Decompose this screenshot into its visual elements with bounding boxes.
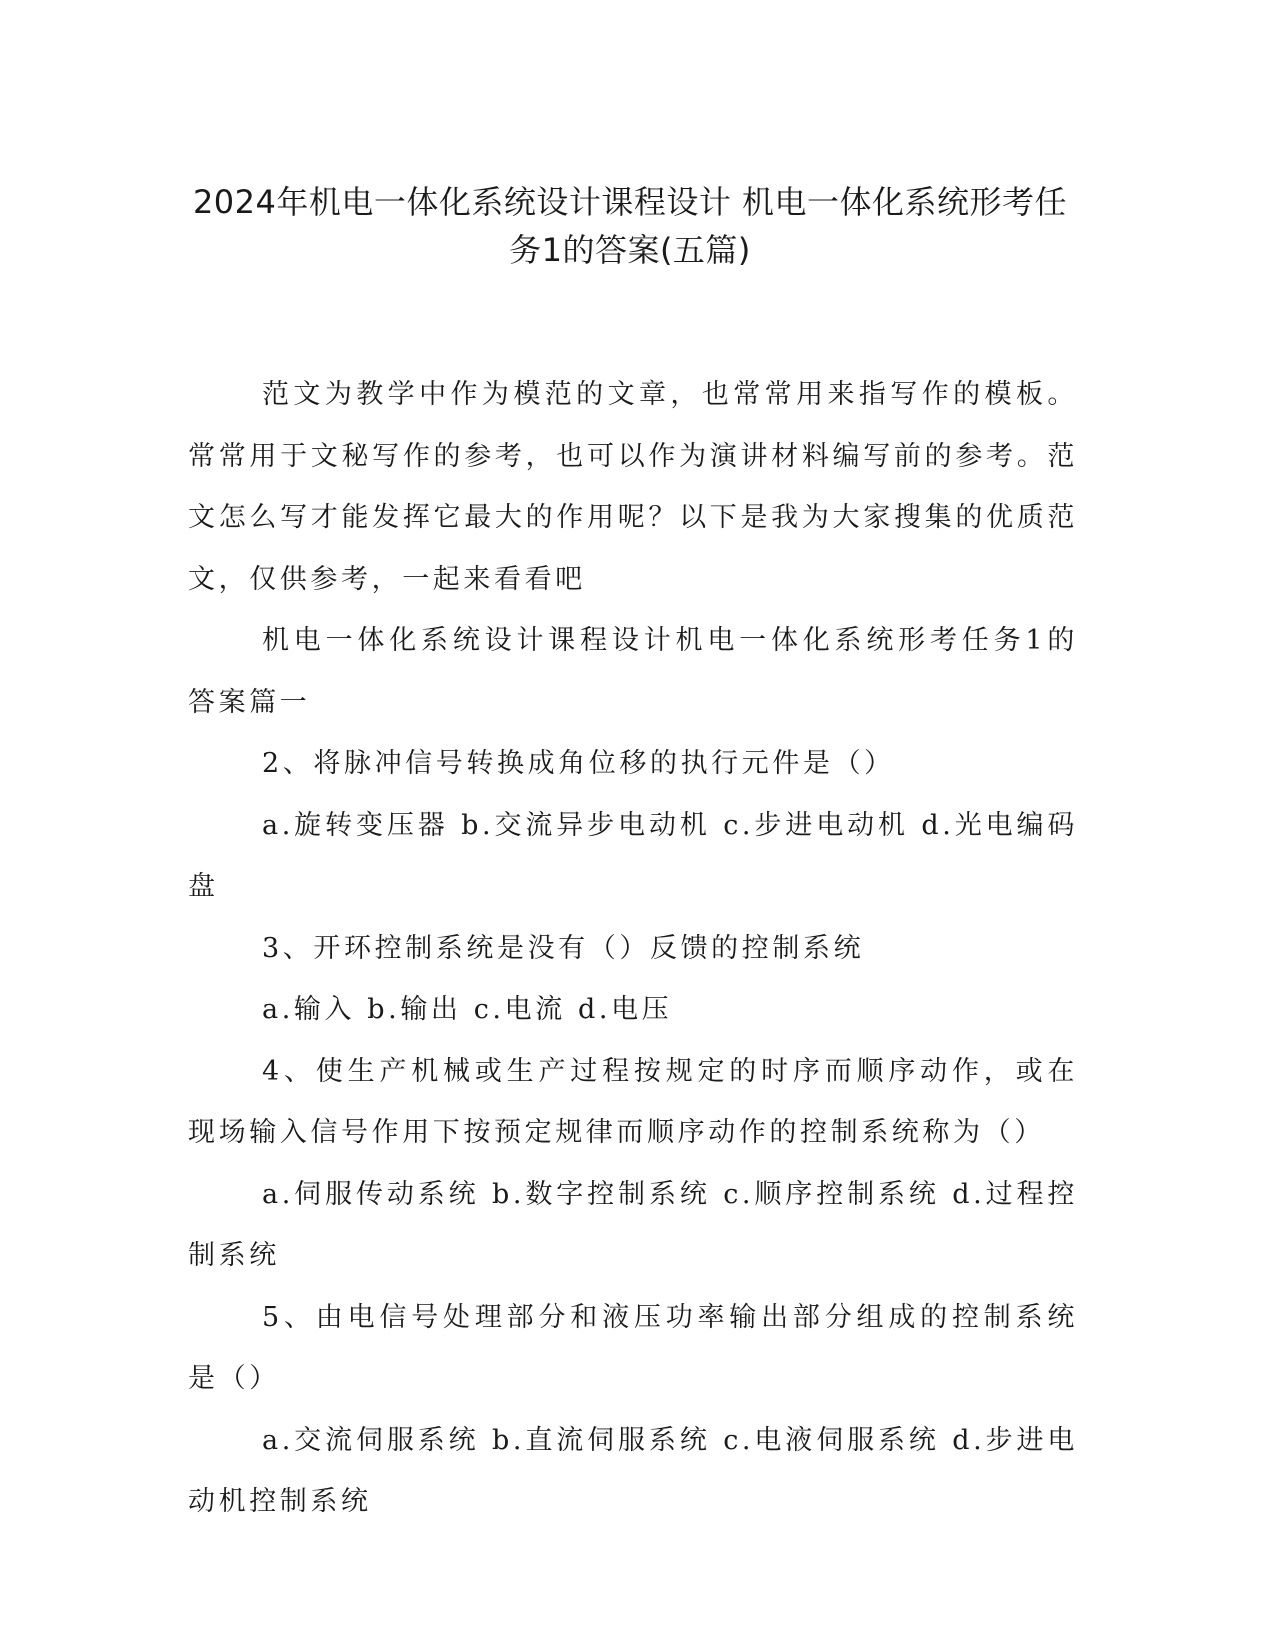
question-2-options: a.旋转变压器 b.交流异步电动机 c.步进电动机 d.光电编码盘 — [188, 809, 1078, 902]
question-2: 2、将脉冲信号转换成角位移的执行元件是（） — [262, 748, 895, 779]
question-5-options: a.交流伺服系统 b.直流伺服系统 c.电液伺服系统 d.步进电动机控制系统 — [188, 1424, 1078, 1517]
question-3: 3、开环控制系统是没有（）反馈的控制系统 — [262, 932, 865, 964]
intro-paragraph: 范文为教学中作为模范的文章，也常常用来指写作的模板。常常用于文秘写作的参考，也可以作为演讲材料编写前的参考。范文怎么写才能发挥它最大的作用呢？以下是我为大家搜集的优质范文，仅供参考，一起来看看吧 — [188, 379, 1078, 595]
question-4-options: a.伺服传动系统 b.数字控制系统 c.顺序控制系统 d.过程控制系统 — [188, 1178, 1078, 1271]
question-4: 4、使生产机械或生产过程按规定的时序而顺序动作，或在现场输入信号作用下按预定规律而顺序动作的控制系统称为（） — [188, 1055, 1078, 1148]
document-body — [188, 364, 1078, 1533]
question-3-options: a.输入 b.输出 c.电流 d.电压 — [262, 994, 673, 1025]
question-5: 5、由电信号处理部分和液压功率输出部分组成的控制系统是（） — [188, 1301, 1078, 1394]
document-title: 2024年机电一体化系统设计课程设计 机电一体化系统形考任务1的答案(五篇) — [192, 183, 1068, 269]
section-heading: 机电一体化系统设计课程设计机电一体化系统形考任务1的答案篇一 — [188, 625, 1078, 718]
